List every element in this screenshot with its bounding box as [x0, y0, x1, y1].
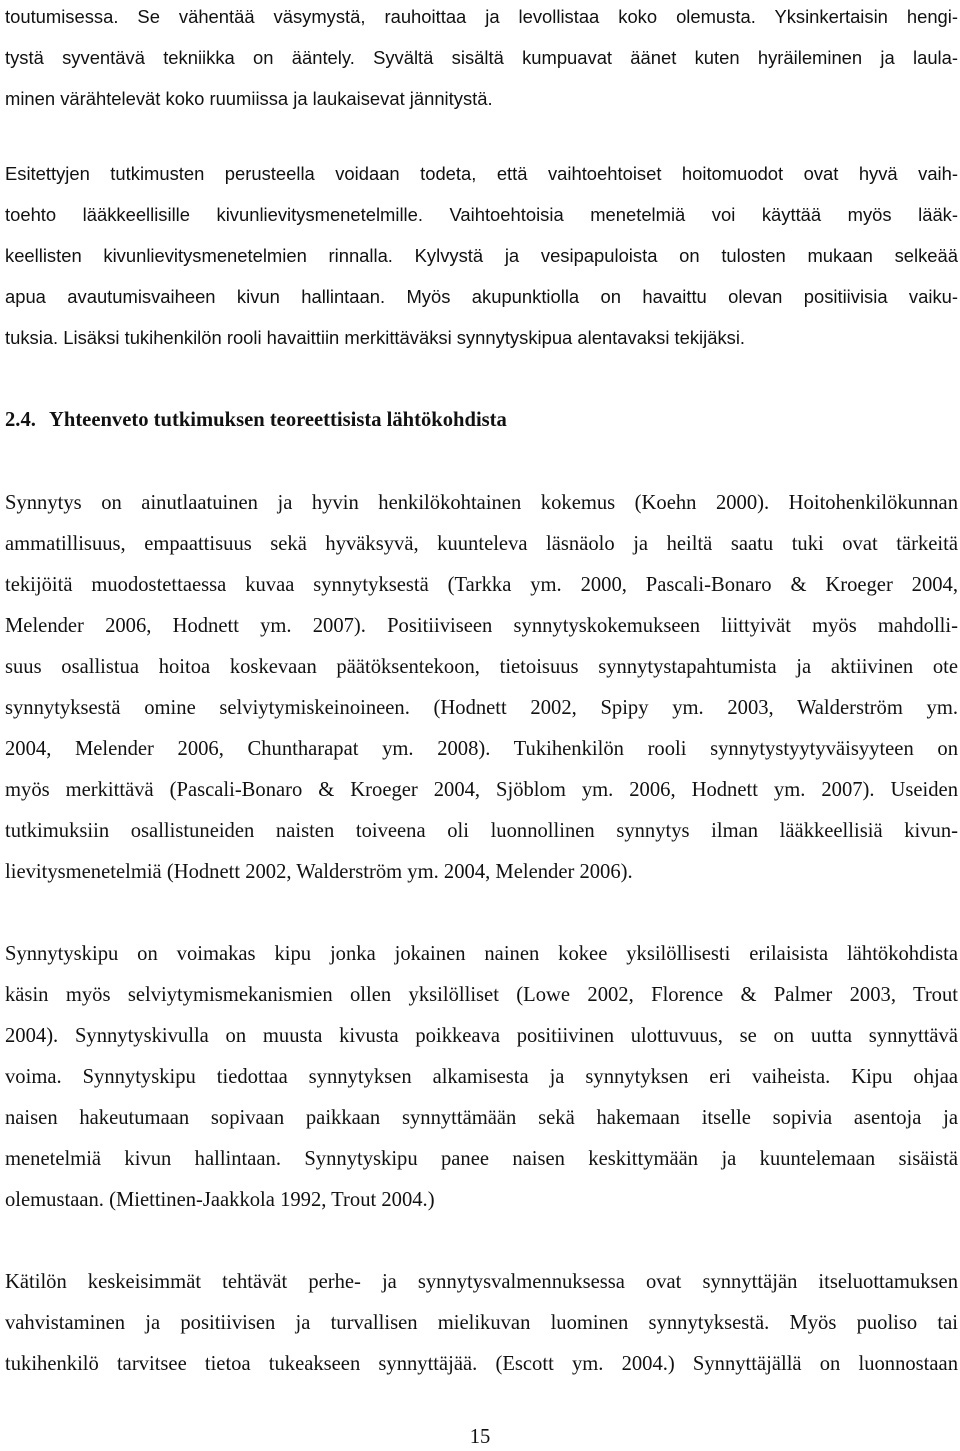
text-line: suus osallistua hoitoa koskevaan päätöksentekoon, tietoisuus synnytystapahtumista ja aktiivinen ote [5, 656, 958, 678]
paragraph-1 [5, 0, 958, 119]
text-line: 2004, Melender 2006, Chuntharapat ym. 2008). Tukihenkilön rooli synnytystyytyväisyyteen on [5, 738, 958, 760]
text-line: tutkimuksiin osallistuneiden naisten toiveena oli luonnollinen synnytys ilman lääkkeellisiä kivun- [5, 820, 958, 842]
section-heading [5, 400, 507, 441]
text-line: keellisten kivunlievitysmenetelmien rinnalla. Kylvystä ja vesipapuloista on tulosten mukaan selkeää [5, 245, 958, 266]
text-line: tystä syventävä tekniikka on ääntely. Syvältä sisältä kumpuavat äänet kuten hyräileminen ja laula- [5, 47, 958, 68]
text-line: lievitysmenetelmiä (Hodnett 2002, Walderström ym. 2004, Melender 2006). [5, 861, 633, 883]
text-line: 2004). Synnytyskivulla on muusta kivusta poikkeava positiivinen ulottuvuus, se on uutta synnyttävä [5, 1025, 958, 1047]
text-line: naisen hakeutumaan sopivaan paikkaan synnyttämään sekä hakemaan itselle sopivia asentoja ja [5, 1107, 958, 1129]
text-line: olemustaan. (Miettinen-Jaakkola 1992, Trout 2004.) [5, 1189, 435, 1211]
text-line: toehto lääkkeellisille kivunlievitysmenetelmille. Vaihtoehtoisia menetelmiä voi käyttää myös lääk- [5, 204, 958, 225]
paragraph-4 [5, 934, 958, 1221]
text-line: käsin myös selviytymismekanismien ollen yksilölliset (Lowe 2002, Florence & Palmer 2003, Trout [5, 984, 958, 1006]
text-line: synnytyksestä omine selviytymiskeinoineen. (Hodnett 2002, Spipy ym. 2003, Walderström ym. [5, 697, 958, 719]
paragraph-5 [5, 1262, 958, 1385]
text-line: myös merkittävä (Pascali-Bonaro & Kroeger 2004, Sjöblom ym. 2006, Hodnett ym. 2007). Useiden [5, 779, 958, 801]
text-line: Kätilön keskeisimmät tehtävät perhe- ja synnytysvalmennuksessa ovat synnyttäjän itseluottamuksen [5, 1271, 958, 1293]
text-line: ammatillisuus, empaattisuus sekä hyväksyvä, kuunteleva läsnäolo ja heiltä saatu tuki ovat tärkeitä [5, 533, 958, 555]
text-line: tuksia. Lisäksi tukihenkilön rooli havaittiin merkittäväksi synnytyskipua alentavaksi tekijäksi. [5, 327, 746, 348]
text-line: Synnytys on ainutlaatuinen ja hyvin henkilökohtainen kokemus (Koehn 2000). Hoitohenkilökunnan [5, 492, 958, 514]
paragraph-3 [5, 483, 958, 893]
text-line: tukihenkilö tarvitsee tietoa tukeakseen synnyttäjää. (Escott ym. 2004.) Synnyttäjällä on luonnostaan [5, 1353, 958, 1375]
paragraph-2 [5, 153, 958, 358]
text-line: Melender 2006, Hodnett ym. 2007). Positiiviseen synnytyskokemukseen liittyivät myös mahdolli- [5, 615, 958, 637]
text-line: voima. Synnytyskipu tiedottaa synnytyksen alkamisesta ja synnytyksen eri vaiheista. Kipu ohjaa [5, 1066, 958, 1088]
text-line: Synnytyskipu on voimakas kipu jonka jokainen nainen kokee yksilöllisesti erilaisista lähtökohdista [5, 943, 958, 965]
text-line: Esitettyjen tutkimusten perusteella voidaan todeta, että vaihtoehtoiset hoitomuodot ovat hyvä vaih- [5, 163, 958, 184]
section-title: Yhteenveto tutkimuksen teoreettisista lähtökohdista [49, 409, 507, 431]
text-line: minen värähtelevät koko ruumiissa ja laukaisevat jännitystä. [5, 88, 493, 109]
page-number: 15 [469, 1426, 491, 1448]
text-line: vahvistaminen ja positiivisen ja turvallisen mielikuvan luominen synnytyksestä. Myös puoliso tai [5, 1312, 958, 1334]
section-number: 2.4. [5, 409, 36, 431]
text-line: toutumisessa. Se vähentää väsymystä, rauhoittaa ja levollistaa koko olemusta. Yksinkertaisin hengi- [5, 6, 958, 27]
text-line: apua avautumisvaiheen kivun hallintaan. Myös akupunktiolla on havaittu olevan positiivisia vaiku- [5, 286, 958, 307]
text-line: menetelmiä kivun hallintaan. Synnytyskipu panee naisen keskittymään ja kuuntelemaan sisäistä [5, 1148, 958, 1170]
text-line: tekijöitä muodostettaessa kuvaa synnytyksestä (Tarkka ym. 2000, Pascali-Bonaro & Kroeger 2004, [5, 574, 958, 596]
